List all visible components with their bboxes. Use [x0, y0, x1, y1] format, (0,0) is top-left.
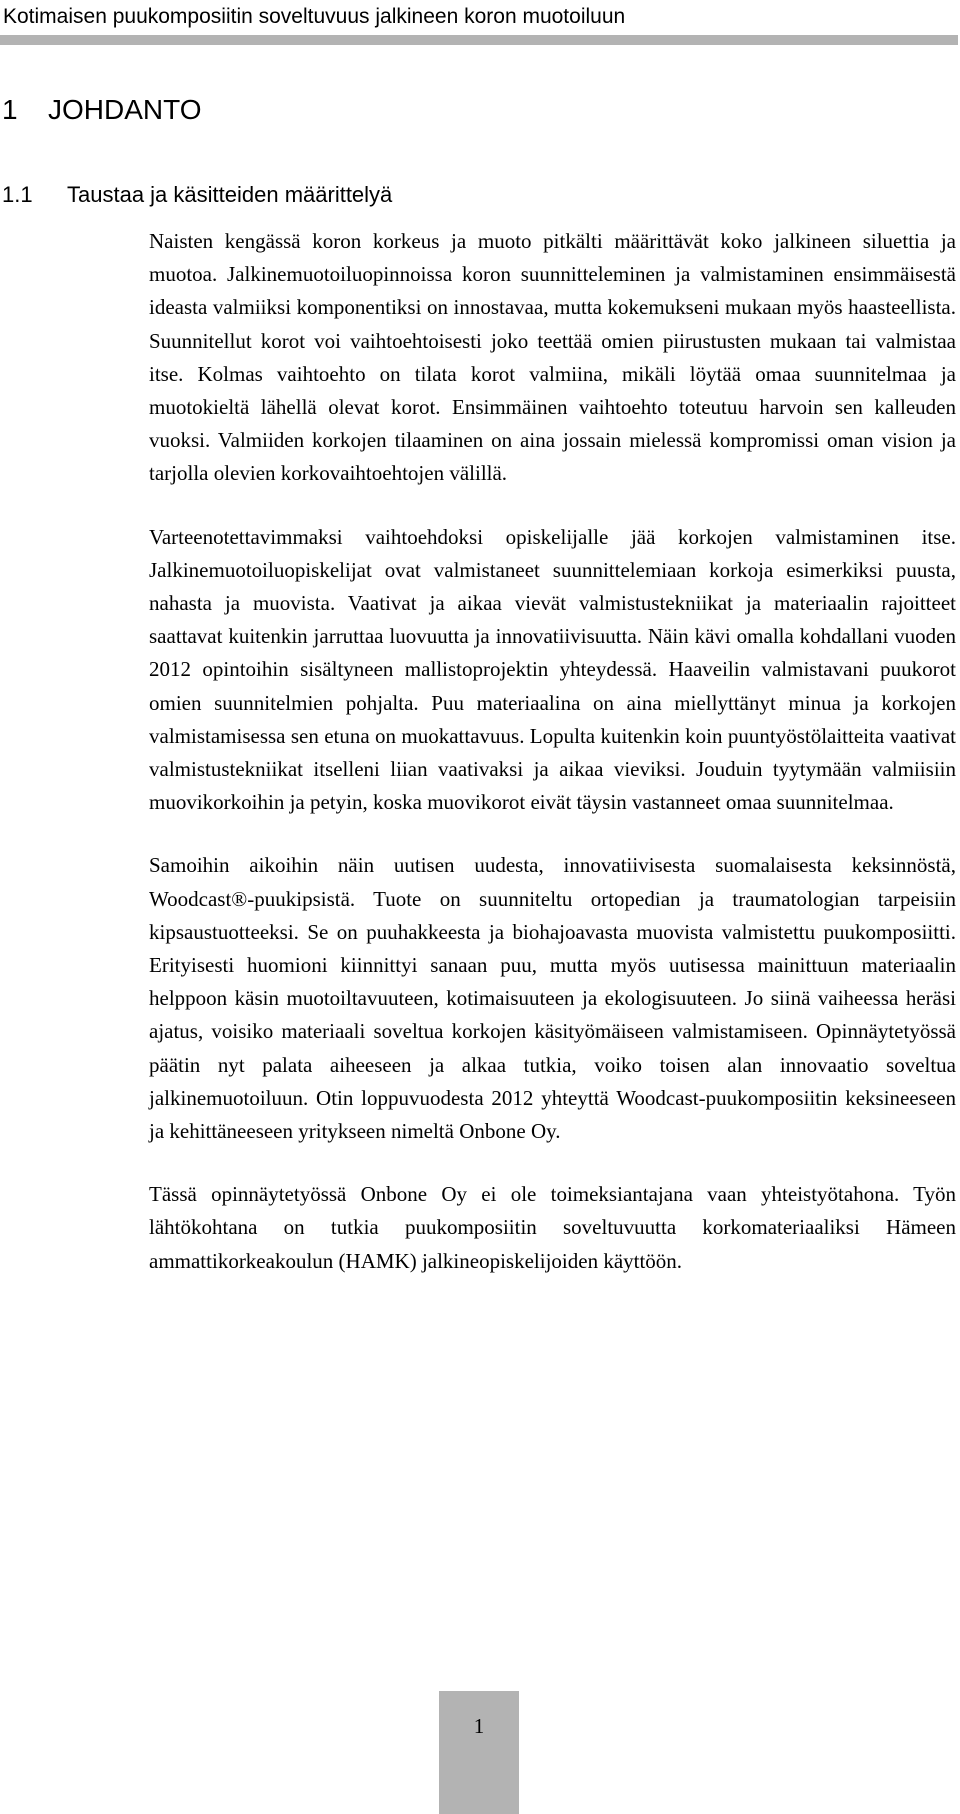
section-title: Taustaa ja käsitteiden määrittelyä — [67, 182, 393, 207]
paragraph: Tässä opinnäytetyössä Onbone Oy ei ole toimeksiantajana vaan yhteistyötahona. Työn lähtökohtana on tutkia puukomposiitin soveltuvuutta korkomateriaaliksi Hämeen ammattikorkeakoulun (HAMK) jalkineopiskelijoiden käyttöön. — [149, 1182, 956, 1273]
header-rule — [0, 35, 958, 45]
paragraph: Samoihin aikoihin näin uutisen uudesta, innovatiivisesta suomalaisesta keksinnöstä, Woodcast®-puukipsistä. Tuote on suunniteltu ortopedian ja traumatologian tarpeisiin kipsaustuotteeksi. Se on puuhakkeesta ja biohajoavasta muovista valmistettu puukomposiitti. Erityisesti huomioni kiinnittyi sanaan puu, mutta myös uutisessa mainittuun materiaalin helppoon käsin muotoiltavuuteen, kotimaisuuteen ja ekologisuuteen. Jo siinä vaiheessa heräsi ajatus, voisiko materiaali soveltua korkojen käsityömäiseen valmistamiseen. Opinnäytetyössä päätin nyt palata aiheeseen ja alkaa tutkia, voiko toisen alan innovaatio soveltua jalkinemuotoiluun. Otin loppuvuodesta 2012 yhteyttä Woodcast-puukomposiitin keksineeseen ja kehittäneeseen yritykseen nimeltä Onbone Oy. — [149, 853, 956, 1144]
paragraph: Varteenotettavimmaksi vaihtoehdoksi opiskelijalle jää korkojen valmistaminen itse. Jalkinemuotoiluopiskelijat ovat valmistaneet suunnittelemiaan korkoja esimerkiksi puusta, nahasta ja muovista. Vaativat ja aikaa vievät valmistustekniikat ja materiaalin rajoitteet saattavat kuitenkin jarruttaa luovuutta ja innovatiivisuutta. Näin kävi omalla kohdallani vuoden 2012 opintoihin sisältyneen mallistoprojektin yhteydessä. Haaveilin valmistavani puukorot omien suunnitelmien pohjalta. Puu materiaalina on aina miellyttänyt minua ja korkojen valmistamisessa sen etuna on muokattavuus. Lopulta kuitenkin koin puuntyöstölaitteita vaativat valmistustekniikat itselleni liian vaativaksi ja aikaa vieviksi. Jouduin tyytymään valmiisiin muovikorkoihin ja petyin, koska muovikorot eivät täysin vastanneet omaa suunnitelmaa. — [149, 524, 956, 815]
section-heading — [2, 180, 392, 210]
chapter-heading — [2, 92, 202, 128]
body-text — [149, 225, 956, 1308]
chapter-title: JOHDANTO — [48, 94, 202, 125]
page-number-box — [439, 1691, 519, 1814]
paragraph: Naisten kengässä koron korkeus ja muoto pitkälti määrittävät koko jalkineen siluettia ja muotoa. Jalkinemuotoiluopinnoissa koron suunnitteleminen ja valmistaminen ensimmäisestä ideasta valmiiksi komponentiksi on innostavaa, mutta kokemukseni mukaan myös haasteellista. Suunnitellut korot voi vaihtoehtoisesti joko teettää omien piirustusten mukaan tai valmistaa itse. Kolmas vaihtoehto on tilata korot valmiina, mikäli löytää omaa suunnitelmaa ja muotokieltä lähellä olevat korot. Ensimmäinen vaihtoehto toteutuu harvoin sen kalleuden vuoksi. Valmiiden korkojen tilaaminen on aina jossain mielessä kompromissi oman vision ja tarjolla olevien korkovaihtoehtojen välillä. — [149, 229, 956, 486]
running-header: Kotimaisen puukomposiitin soveltuvuus jalkineen koron muotoiluun — [3, 5, 626, 28]
section-number: 1.1 — [2, 182, 33, 207]
page-number: 1 — [473, 1714, 485, 1738]
chapter-number: 1 — [2, 94, 18, 125]
